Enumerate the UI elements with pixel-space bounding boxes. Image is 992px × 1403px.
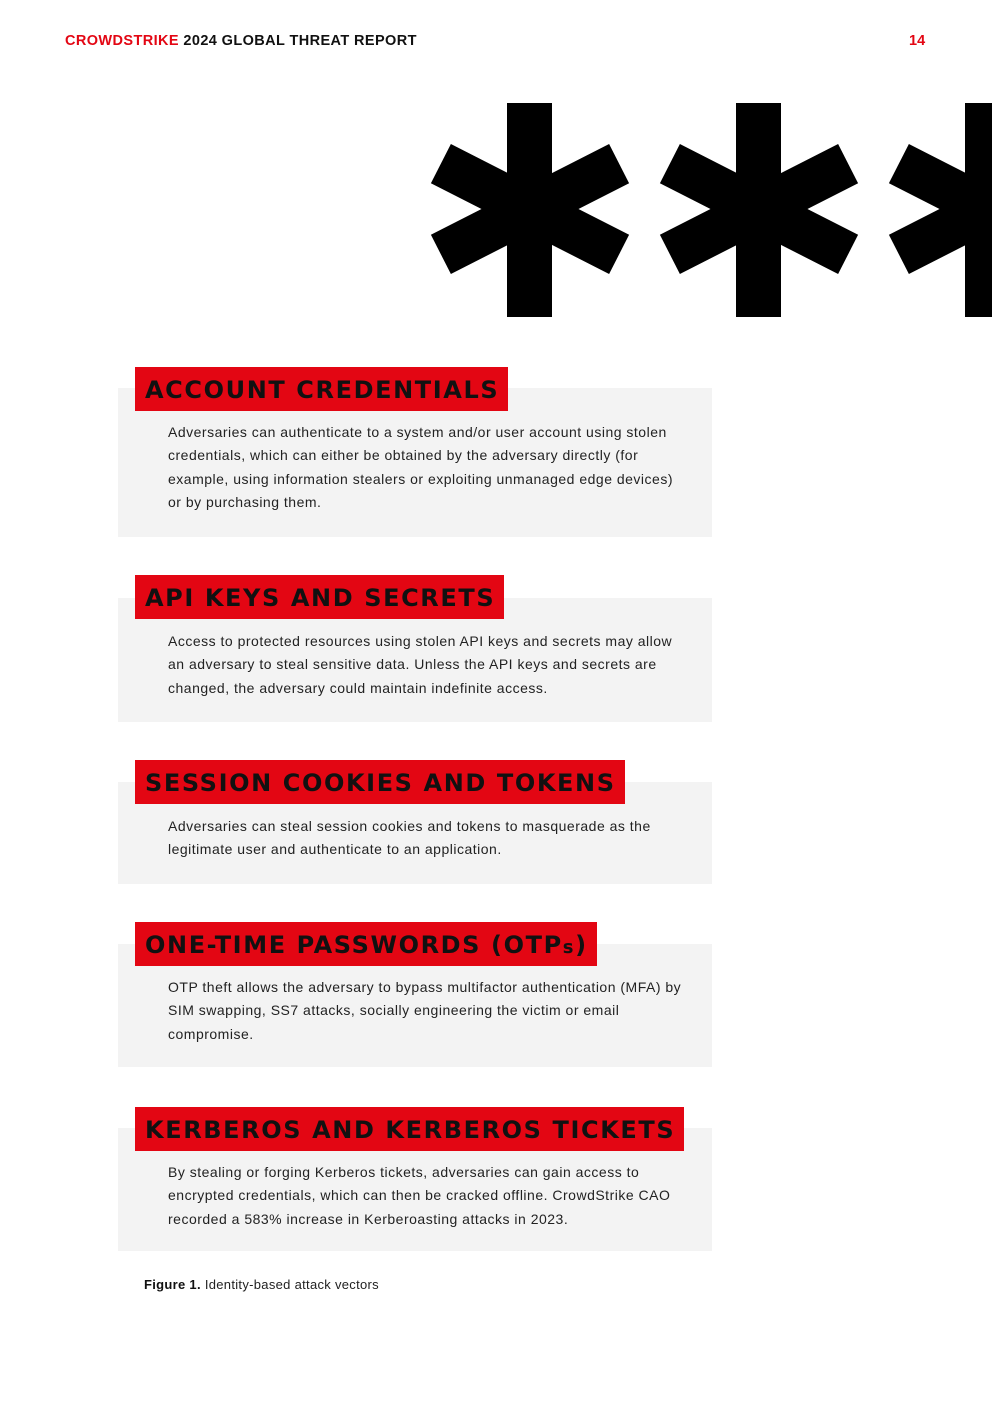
figure-caption-text: Identity-based attack vectors: [204, 1277, 379, 1292]
vector-title-otp-plural: s: [562, 937, 576, 958]
figure-caption: [144, 1277, 379, 1292]
vector-title-api-keys: API KEYS AND SECRETS: [135, 575, 504, 619]
vector-text-session-cookies: Adversaries can steal session cookies and tokens to masquerade as the legitimate user and authenticate to an application.: [168, 818, 651, 858]
report-name: 2024 GLOBAL THREAT REPORT: [183, 33, 417, 49]
vector-title-otp-end: ): [575, 931, 588, 959]
vector-text-account-credentials: Adversaries can authenticate to a system and/or user account using stolen credentials, which can either be obtained by the adversary directly (for example, using information stealers or exploiting unmanaged edge devices) or by purchasing them.: [168, 424, 673, 510]
vector-text-kerberos: By stealing or forging Kerberos tickets, adversaries can gain access to encrypted credentials, which can then be cracked offline. CrowdStrike CAO recorded a 583% increase in Kerberoasting attacks in 2023.: [168, 1164, 671, 1227]
vector-title-account-credentials: ACCOUNT CREDENTIALS: [135, 367, 508, 411]
brand-name: CROWDSTRIKE: [65, 33, 179, 49]
report-title: [65, 33, 417, 49]
page-number: 14: [909, 33, 926, 49]
figure-label: Figure 1.: [144, 1277, 201, 1292]
vector-text-otp: OTP theft allows the adversary to bypass multifactor authentication (MFA) by SIM swapping, SS7 attacks, socially engineering the victim or email compromise.: [168, 979, 682, 1042]
asterisk-decoration: [410, 85, 992, 335]
vector-title-otp: [135, 922, 597, 966]
vector-title-session-cookies: SESSION COOKIES AND TOKENS: [135, 760, 625, 804]
asterisk-icon: [657, 85, 862, 325]
vector-title-kerberos: KERBEROS AND KERBEROS TICKETS: [135, 1107, 684, 1151]
vector-text-api-keys: Access to protected resources using stolen API keys and secrets may allow an adversary to steal sensitive data. Unless the API keys and secrets are changed, the adversary could maintain indefinite access.: [168, 633, 673, 696]
vector-title-otp-main: ONE-TIME PASSWORDS (OTP: [145, 931, 563, 959]
asterisk-icon: [428, 85, 633, 325]
asterisk-icon: [886, 85, 992, 325]
